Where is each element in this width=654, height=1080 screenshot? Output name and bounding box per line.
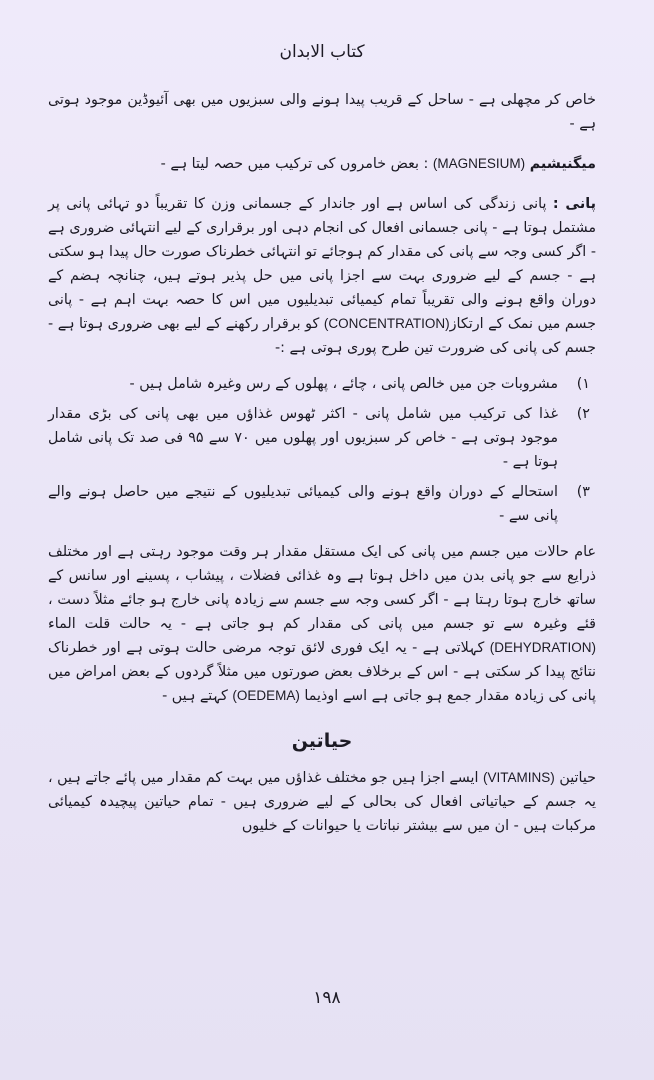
water-paragraph: [48, 192, 596, 360]
list-item: [48, 372, 596, 396]
section-heading: حیاتین: [291, 730, 353, 752]
water-lead: پانی :: [552, 196, 596, 212]
water-sources-list: [48, 372, 596, 528]
page-number: ۱۹۸: [313, 988, 341, 1008]
water-loss-paragraph: [48, 540, 596, 708]
vitamins-lead: حیاتین: [559, 770, 597, 786]
vitamins-paragraph: [48, 766, 596, 838]
list-item-text: استحالے کے دوران واقع ہونے والی کیمیائی تبدیلیوں کے نتیجے میں حاصل ہونے والے پانی سے -: [48, 484, 558, 524]
list-item-text: غذا کی ترکیب میں شامل پانی - اکثر ٹھوس غذاؤں میں بھی پانی کی بڑی مقدار موجود ہوتی ہے - خاص کر سبزیوں اور پھلوں میں ۷۰ سے ۹۵ فی صد تک پانی شامل ہوتا ہے -: [48, 406, 558, 470]
oedema-latin: (OEDEMA): [232, 688, 300, 703]
magnesium-lead: میگنیشیم: [529, 156, 596, 172]
list-item-number: (۳: [576, 484, 590, 500]
water-latin: (CONCENTRATION): [323, 316, 450, 331]
running-head: کتاب الابدان: [279, 42, 365, 62]
water-loss-text-3: کہتے ہیں -: [162, 688, 228, 704]
list-item-number: (۲: [576, 406, 590, 422]
vitamins-text: ایسے اجزا ہیں جو مختلف غذاؤں میں بہت کم مقدار میں پائے جاتے ہیں ، یہ جسم کے حیاتیاتی افعال کی بحالی کے لیے ضروری ہیں - تمام حیاتین پیچیدہ کیمیائی مرکبات ہیں - ان میں سے بیشتر نباتات یا حیوانات کے خلیوں: [48, 770, 596, 834]
water-loss-text-1: عام حالات میں جسم میں پانی کی ایک مستقل مقدار ہر وقت موجود رہتی ہے اور مختلف ذرایع سے جو پانی بدن میں داخل ہوتا ہے وہ غذائی فضلات ، پیشاب ، پسینے اور سانس کے ساتھ خارج ہوتا رہتا ہے - اگر کسی وجہ سے جسم سے زیادہ پانی خارج ہو جائے مثلاً دست ، قئے وغیرہ سے تو جسم میں پانی کی مقدار کم ہو جاتی ہے - یہ حالت قلت الماء: [48, 544, 596, 632]
water-loss-text-2: کہلاتی ہے - یہ ایک فوری لائق توجہ مرضی حالت ہوتی ہے اور خطرناک نتائج پیدا کر سکتی ہے - اس کے برخلاف بعض صورتوں میں مثلاً گردوں کے بعض امراض میں پانی کی زیادہ مقدار جمع ہو جاتی ہے اسے اوذیما: [48, 640, 596, 704]
list-item-text: مشروبات جن میں خالص پانی ، چائے ، پھلوں کے رس وغیرہ شامل ہیں -: [129, 376, 558, 392]
list-item: [48, 480, 596, 528]
list-item: [48, 402, 596, 474]
magnesium-text: : بعض خامروں کی ترکیب میں حصہ لیتا ہے -: [160, 156, 429, 172]
magnesium-latin: (MAGNESIUM): [432, 156, 526, 171]
list-item-number: (۱: [576, 376, 590, 392]
dehydration-latin: (DEHYDRATION): [489, 640, 596, 655]
intro-paragraph: خاص کر مچھلی ہے - ساحل کے قریب پیدا ہونے والی سبزیوں میں بھی آئیوڈین موجود ہوتی ہے -: [48, 92, 596, 132]
water-text-1: پانی زندگی کی اساس ہے اور جاندار کے جسمانی وزن کا تقریباً دو تہائی پانی پر مشتمل ہوتا ہے - پانی جسمانی افعال کی انجام دہی اور برقراری کے لیے انتہائی ضروری ہے - اگر کسی وجہ سے پانی کی مقدار کم ہوجائے تو انتہائی خطرناک صورت حال پیدا ہو سکتی ہے - جسم کے لیے ضروری بہت سے اجزا پانی میں حل پذیر ہوتے ہیں، چنانچہ ہضم کے دوران واقع ہونے والی تقریباً تمام کیمیائی تبدیلیوں میں اس کا حصہ بہت اہم ہے - پانی جسم میں نمک کے ارتکاز: [48, 196, 596, 332]
vitamins-latin: (VITAMINS): [483, 770, 555, 785]
water-text-2: کو برقرار رکھنے کے لیے بھی ضروری ہوتا ہے - جسم کی پانی کی ضرورت تین طرح پوری ہوتی ہے :-: [48, 316, 596, 356]
magnesium-paragraph: [48, 152, 596, 176]
